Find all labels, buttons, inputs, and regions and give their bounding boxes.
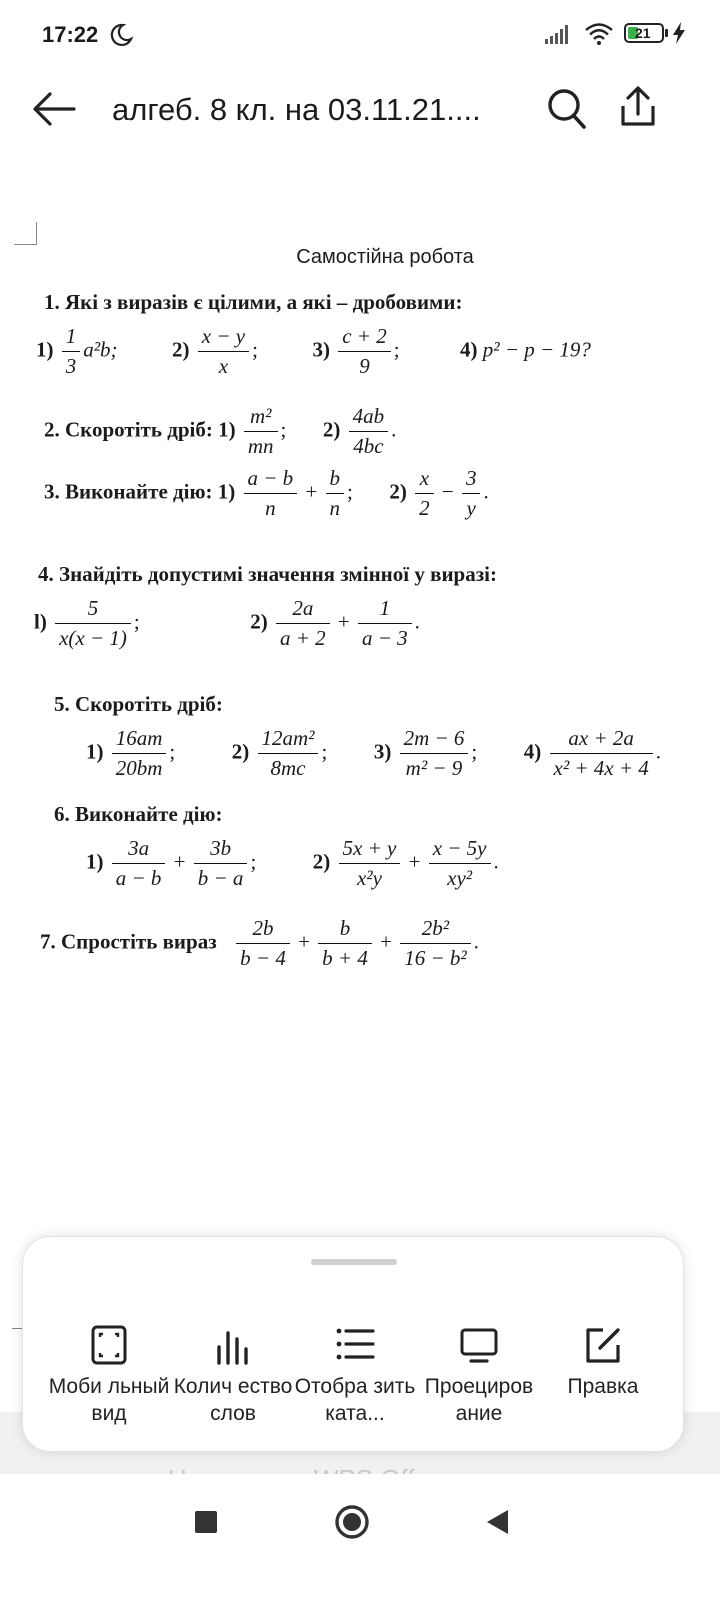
back-triangle-icon[interactable] bbox=[484, 1508, 510, 1536]
question-1: 1. Які з виразів є цілими, а які – дробовими: bbox=[44, 290, 463, 314]
table-of-contents-icon bbox=[335, 1325, 375, 1365]
sheet-drag-handle[interactable] bbox=[311, 1259, 397, 1265]
document-title: алгеб. 8 кл. на 03.11.21.... bbox=[112, 92, 481, 127]
question-4: 4. Знайдіть допустимі значення змінної у виразі: bbox=[38, 562, 497, 586]
edit-icon bbox=[583, 1325, 623, 1365]
question-5-options: 1) $\frac{16am}{20bm}$ ; 2) $\frac{\text{12am²}}{8mc}$ ; 3) $\frac{2m - 6}{\text{m² − 9}}$ ; 4) $\frac{ax + 2a}{\text{x² + 4x + 4}}$ . bbox=[86, 726, 662, 780]
question-2: 2. Скоротіть дріб: 1) $\frac{\text{m²}}{mn}$ ; 2) $\frac{4ab}{4bc}$ . bbox=[44, 404, 397, 458]
question-6: 6. Виконайте дію: bbox=[54, 802, 223, 826]
table-of-contents-button[interactable]: Отобра зить ката... bbox=[293, 1325, 417, 1427]
cellular-signal-icon bbox=[545, 24, 573, 44]
document-page[interactable] bbox=[0, 210, 720, 1010]
mobile-view-icon bbox=[89, 1325, 129, 1365]
worksheet-heading: Самостійна робота bbox=[296, 246, 474, 268]
mobile-view-button[interactable]: Моби льный вид bbox=[47, 1325, 171, 1427]
battery-level: 21 bbox=[635, 25, 651, 41]
home-circle-icon[interactable] bbox=[334, 1504, 370, 1540]
status-time: 17:22 bbox=[42, 22, 99, 47]
system-navigation-bar bbox=[0, 1474, 720, 1600]
back-arrow-icon[interactable] bbox=[30, 89, 76, 129]
wifi-icon bbox=[584, 22, 614, 46]
recent-apps-square-icon[interactable] bbox=[194, 1510, 218, 1534]
word-count-button[interactable]: Колич ество слов bbox=[171, 1325, 295, 1427]
projection-icon bbox=[459, 1325, 499, 1365]
question-5: 5. Скоротіть дріб: bbox=[54, 692, 223, 716]
projection-button[interactable]: Проециров ание bbox=[417, 1325, 541, 1427]
question-3: 3. Виконайте дію: 1) $\frac{a - b}{n}$ + $\frac{b}{n}$ ; 2) $\frac{x}{2}$ − $\frac{3}{y}$ . bbox=[44, 466, 489, 520]
charging-bolt-icon bbox=[672, 22, 686, 44]
question-6-options: 1) $\frac{3a}{a - b}$ + $\frac{3b}{b - a}$ ; 2) $\frac{5x + y}{\text{x²y}}$ + $\frac{x - 5y}{\text{xy²}}$ . bbox=[86, 836, 499, 890]
share-icon[interactable] bbox=[618, 84, 658, 130]
word-count-icon bbox=[213, 1325, 253, 1365]
page-corner-mark bbox=[14, 222, 37, 245]
app-bar bbox=[0, 72, 720, 152]
do-not-disturb-moon-icon bbox=[108, 22, 134, 48]
battery-icon bbox=[624, 23, 664, 43]
bottom-action-sheet bbox=[22, 1236, 684, 1452]
edit-button[interactable]: Правка bbox=[541, 1325, 665, 1400]
question-4-options: l) $\frac{5}{x(x - 1)}$ ; 2) $\frac{2a}{a + 2}$ + $\frac{1}{a - 3}$ . bbox=[34, 596, 420, 650]
status-bar bbox=[0, 0, 720, 72]
question-1-options: 1) $\frac{1}{3}$ a²b; 2) $\frac{x - y}{x}$ ; 3) $\frac{c + 2}{9}$ ; 4) p² − p − 19? bbox=[36, 324, 591, 378]
question-7: 7. Спростіть вираз $\frac{2b}{b - 4}$ + $\frac{b}{b + 4}$ + $\frac{\text{2b²}}{\text{16 − b²}}$ . bbox=[40, 916, 479, 970]
search-icon[interactable] bbox=[546, 86, 588, 132]
